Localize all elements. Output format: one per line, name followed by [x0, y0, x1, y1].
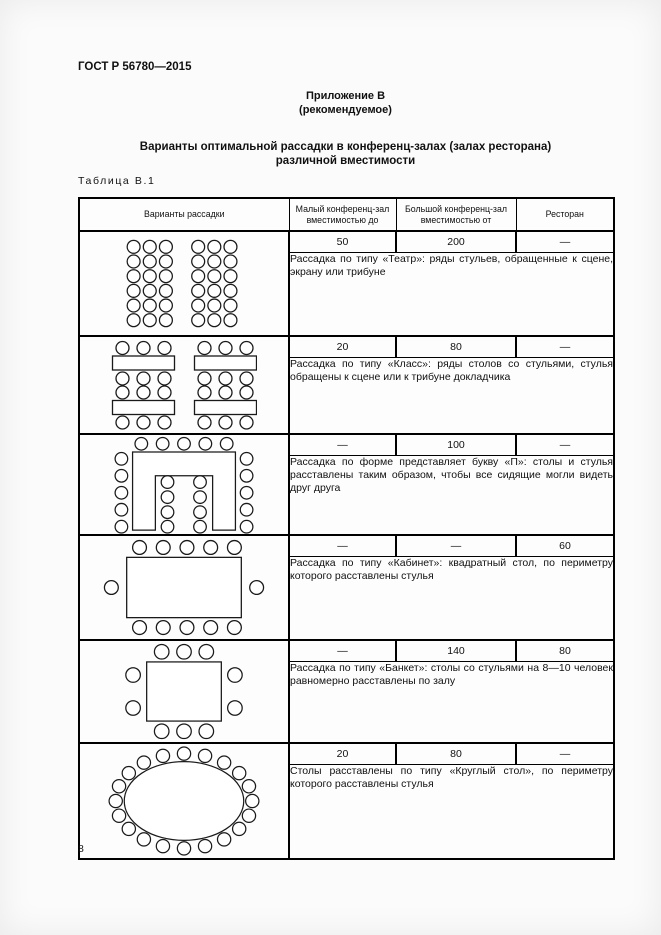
capacity-large-hall: —	[396, 535, 516, 557]
capacity-large-hall: 80	[396, 743, 516, 765]
table-row	[79, 231, 614, 253]
table-row	[79, 640, 614, 662]
header-seating-variants: Варианты рассадки	[79, 198, 289, 231]
page-number: 8	[78, 843, 84, 855]
capacity-restaurant: —	[516, 743, 614, 765]
capacity-restaurant: —	[516, 231, 614, 253]
capacity-small-hall: 20	[289, 336, 396, 358]
page-title-line2: различной вместимости	[275, 154, 416, 167]
standard-number: ГОСТ Р 56780—2015	[78, 61, 192, 73]
seating-description: Рассадка по типу «Театр»: ряды стульев, обращенные к сцене, экрану или трибуне	[289, 253, 614, 337]
annex-title: Приложение В	[305, 90, 386, 102]
table-header-row	[79, 198, 614, 231]
capacity-large-hall: 100	[396, 434, 516, 456]
header-small-hall: Малый конференц-зал вместимостью до	[289, 198, 396, 231]
header-restaurant: Ресторан	[516, 198, 614, 231]
header-large-hall: Большой конференц-зал вместимостью от	[396, 198, 516, 231]
diagram-u-shape-seating	[111, 436, 257, 534]
seating-description: Рассадка по типу «Кабинет»: квадратный стол, по периметру которого расставлены стулья	[289, 557, 614, 641]
page-title-line1: Варианты оптимальной рассадки в конференц-залах (залах ресторана)	[139, 141, 552, 153]
seating-description: Рассадка по типу «Класс»: ряды столов со стульями, стулья обращены к сцене или к трибуне докладчика	[289, 358, 614, 435]
capacity-large-hall: 80	[396, 336, 516, 358]
table-row	[79, 434, 614, 456]
capacity-large-hall: 140	[396, 640, 516, 662]
capacity-small-hall: 20	[289, 743, 396, 765]
annex-subtitle: (рекомендуемое)	[299, 103, 392, 116]
capacity-small-hall: —	[289, 434, 396, 456]
capacity-small-hall: —	[289, 535, 396, 557]
diagram-classroom-seating	[111, 340, 257, 430]
capacity-small-hall: 50	[289, 231, 396, 253]
table-row	[79, 743, 614, 765]
diagram-banquet-seating	[120, 642, 248, 741]
page-title	[78, 141, 613, 168]
annex-heading	[78, 90, 613, 117]
diagram-theater-seating	[125, 239, 243, 329]
capacity-restaurant: 80	[516, 640, 614, 662]
table-row	[79, 535, 614, 557]
capacity-small-hall: —	[289, 640, 396, 662]
seating-description: Рассадка по типу «Банкет»: столы со стульями на 8—10 человек равномерно расставлены по залу	[289, 662, 614, 744]
table-row	[79, 336, 614, 358]
capacity-restaurant: —	[516, 434, 614, 456]
capacity-restaurant: —	[516, 336, 614, 358]
capacity-restaurant: 60	[516, 535, 614, 557]
diagram-round-table-seating	[96, 746, 272, 856]
seating-description: Столы расставлены по типу «Круглый стол», по периметру которого расставлены стулья	[289, 765, 614, 860]
seating-options-table	[78, 197, 615, 860]
seating-description: Рассадка по форме представляет букву «П»: столы и стулья расставлены таким образом, чтобы все сидящие могли видеть друг друга	[289, 456, 614, 536]
diagram-boardroom-seating	[100, 538, 268, 637]
capacity-large-hall: 200	[396, 231, 516, 253]
table-caption: Таблица В.1	[78, 175, 156, 187]
